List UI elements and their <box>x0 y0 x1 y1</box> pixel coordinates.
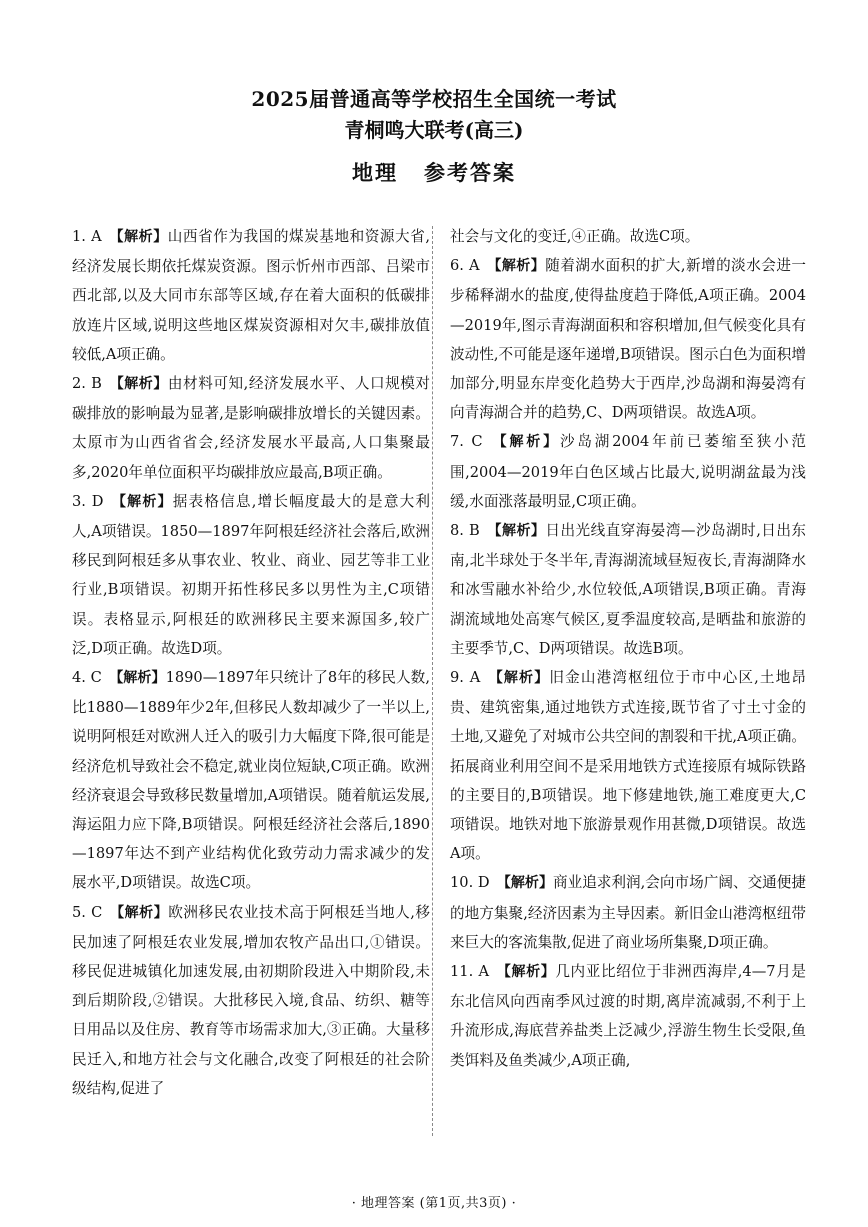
answer-title <box>0 158 868 188</box>
subject-label: 地理 <box>352 160 398 185</box>
analysis-tag: 【解析】 <box>109 670 166 687</box>
answer-text: 社会与文化的变迁,④正确。故选C项。 <box>450 228 700 245</box>
analysis-tag: 【解析】 <box>496 875 553 892</box>
answer-number: 4. C <box>72 669 110 687</box>
answer-item-7 <box>450 427 806 516</box>
answer-text: 据表格信息,增长幅度最大的是意大利人,A项错误。1850—1897年阿根廷经济社会落后,欧洲移民到阿根廷多从事农业、牧业、商业、园艺等非工业行业,B项错误。初期开拓性移民多以男性为主,C项错误。表格显示,阿根廷的欧洲移民主要来源国多,较广泛,D项正确。故选D项。 <box>72 492 431 657</box>
answer-text: 几内亚比绍位于非洲西海岸,4—7月是东北信风向西南季风过渡的时期,离岸流减弱,不利于上升流形成,海底营养盐类上泛减少,浮游生物生长受限,鱼类饵料及鱼类减少,A项正确, <box>450 963 806 1069</box>
analysis-tag: 【解析】 <box>487 670 550 687</box>
answer-item-4 <box>72 663 430 898</box>
answer-text: 日出光线直穿海晏湾—沙岛湖时,日出东南,北半球处于冬半年,青海湖流域昼短夜长,青海湖降水和冰雪融水补给少,水位较低,A项错误,B项正确。青海湖流域地处高寒气候区,夏季温度较高,是晒盐和旅游的主要季节,C、D两项错误。故选B项。 <box>450 522 807 657</box>
analysis-tag: 【解析】 <box>110 493 173 510</box>
answer-number: 7. C <box>450 433 490 451</box>
exam-subtitle: 青桐鸣大联考(高三) <box>344 118 524 142</box>
answer-item-3 <box>72 487 430 663</box>
page-footer: · 地理答案 (第1页,共3页) · <box>351 1196 517 1211</box>
answer-text: 欧洲移民农业技术高于阿根廷当地人,移民加速了阿根廷农业发展,增加农牧产品出口,①错误。移民促进城镇化加速发展,由初期阶段进入中期阶段,未到后期阶段,②错误。大批移民入境,食品、纺织、糖等日用品以及住房、教育等市场需求加大,③正确。大量移民迁入,和地方社会与文化融合,改变了阿根廷的社会阶级结构,促进了 <box>72 903 431 1097</box>
analysis-tag: 【解析】 <box>489 434 560 451</box>
answer-number: 1. A <box>72 228 109 245</box>
answer-number: 6. A <box>450 257 487 275</box>
answer-item-5 <box>72 898 430 1103</box>
answer-number: 10. D <box>450 874 497 892</box>
answer-number: 11. A <box>450 963 497 981</box>
analysis-tag: 【解析】 <box>486 258 546 275</box>
answer-number: 9. A <box>450 669 488 687</box>
answer-text: 商业追求利润,会向市场广阔、交通便捷的地方集聚,经济因素为主导因素。新旧金山港湾枢纽带来巨大的客流集散,促进了商业场所集聚,D项正确。 <box>450 874 807 951</box>
right-column <box>450 222 806 1075</box>
analysis-tag: 【解析】 <box>496 964 556 981</box>
exam-title: 2025届普通高等学校招生全国统一考试 <box>251 87 617 111</box>
answer-item-1 <box>72 222 430 369</box>
answer-item-10 <box>450 868 806 957</box>
answer-item-11 <box>450 957 806 1075</box>
answer-text: 由材料可知,经济发展水平、人口规模对碳排放的影响最为显著,是影响碳排放增长的关键因素。太原市为山西省省会,经济发展水平最高,人口集聚最多,2020年单位面积平均碳排放应最高,B项正确。 <box>72 375 431 481</box>
answer-text: 随着湖水面积的扩大,新增的淡水会进一步稀释湖水的盐度,使得盐度趋于降低,A项正确。2004—2019年,图示青海湖面积和容积增加,但气候变化具有波动性,不可能是逐年递增,B项错误。图示白色为面积增加部分,明显东岸变化趋势大于西岸,沙岛湖和海晏湾有向青海湖合并的趋势,C、D两项错误。故选A项。 <box>450 257 807 422</box>
analysis-tag: 【解析】 <box>109 904 169 921</box>
answer-item-5c <box>450 222 806 251</box>
column-divider <box>432 226 433 1136</box>
answer-item-2 <box>72 369 430 487</box>
left-column <box>72 222 430 1103</box>
answer-number: 3. D <box>72 492 111 510</box>
answer-label: 参考答案 <box>424 160 516 185</box>
answer-text: 旧金山港湾枢纽位于市中心区,土地昂贵、建筑密集,通过地铁方式连接,既节省了寸土寸金的土地,又避免了对城市公共空间的割裂和干扰,A项正确。拓展商业利用空间不是采用地铁方式连接原有城际铁路的主要目的,B项错误。地下修建地铁,施工难度更大,C项错误。地铁对地下旅游景观作用甚微,D项错误。故选A项。 <box>450 669 807 863</box>
document-header <box>0 86 868 188</box>
answer-text: 山西省作为我国的煤炭基地和资源大省,经济发展长期依托煤炭资源。图示忻州市西部、吕梁市西北部,以及大同市东部等区域,存在着大面积的低碳排放连片区域,说明这些地区煤炭资源相对欠丰,碳排放值较低,A项正确。 <box>72 228 431 363</box>
answer-number: 5. C <box>72 903 110 921</box>
answer-number: 2. B <box>72 375 110 393</box>
answer-text: 沙岛湖2004年前已萎缩至狭小范围,2004—2019年白色区域占比最大,说明湖盆最为浅缓,水面涨落最明显,C项正确。 <box>450 433 806 510</box>
answer-number: 8. B <box>450 522 488 540</box>
analysis-tag: 【解析】 <box>487 523 546 540</box>
answer-text: 1890—1897年只统计了8年的移民人数,比1880—1889年少2年,但移民人数却减少了一半以上,说明阿根廷对欧洲人迁入的吸引力大幅度下降,很可能是经济危机导致社会不稳定,就业岗位短缺,C项正确。欧洲经济衰退会导致移民数量增加,A项错误。随着航运发展,海运阻力应下降,B项错误。阿根廷经济社会落后,1890—1897年达不到产业结构优化致劳动力需求减少的发展水平,D项错误。故选C项。 <box>72 669 431 892</box>
answer-item-9 <box>450 663 806 868</box>
analysis-tag: 【解析】 <box>109 376 168 393</box>
answer-item-6 <box>450 251 806 427</box>
analysis-tag: 【解析】 <box>108 229 168 245</box>
answer-item-8 <box>450 516 806 663</box>
